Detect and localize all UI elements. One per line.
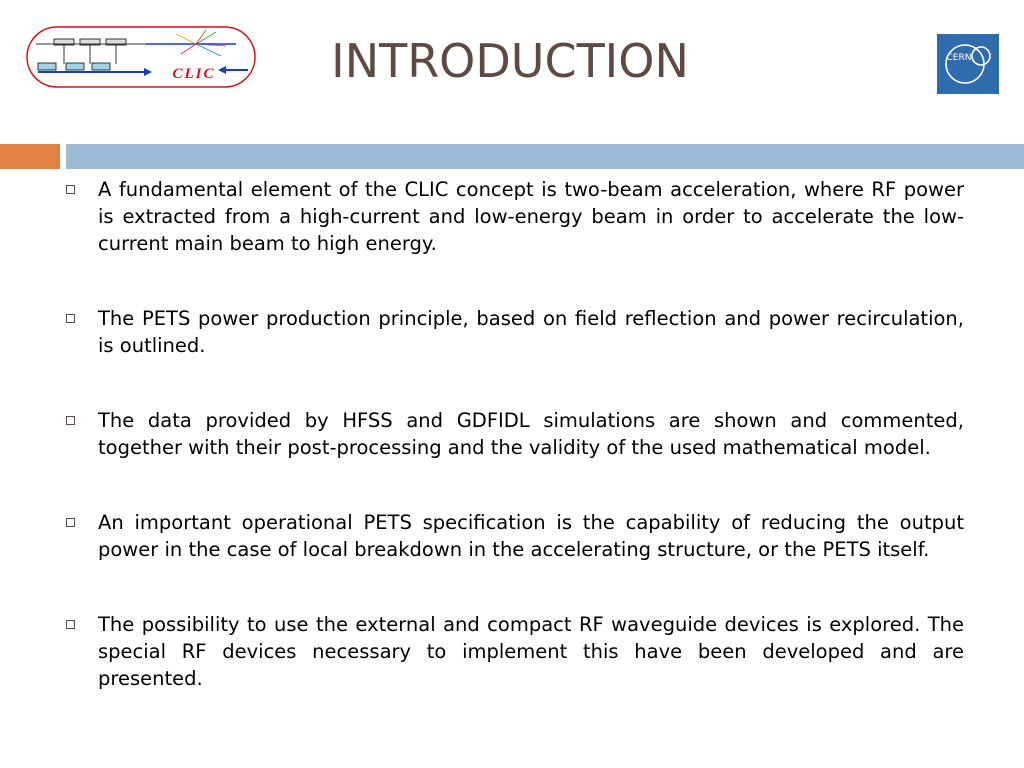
square-bullet-icon xyxy=(66,314,75,323)
bullet-text: An important operational PETS specification is the capability of reducing the output power in the case of local breakdown in the accelerating structure, or the PETS itself. xyxy=(98,511,964,561)
accent-bar-orange xyxy=(0,144,60,169)
square-bullet-icon xyxy=(66,185,75,194)
square-bullet-icon xyxy=(66,518,75,527)
bullet-list xyxy=(58,176,964,692)
cern-logo xyxy=(937,34,999,94)
bullet-item xyxy=(58,611,964,692)
bullet-text: The possibility to use the external and compact RF waveguide devices is explored. The special RF devices necessary to implement this have been developed and are presented. xyxy=(98,613,964,690)
bullet-item xyxy=(58,176,964,257)
bullet-text: The PETS power production principle, based on field reflection and power recirculation, is outlined. xyxy=(98,307,964,357)
page-title: INTRODUCTION xyxy=(331,34,689,88)
square-bullet-icon xyxy=(66,416,75,425)
bullet-item xyxy=(58,509,964,563)
clic-logo xyxy=(26,26,256,88)
bullet-text: A fundamental element of the CLIC concept is two-beam acceleration, where RF power is extracted from a high-current and low-energy beam in order to accelerate the low-current main beam to high energy. xyxy=(98,178,964,255)
accent-bar-blue xyxy=(66,144,1024,169)
clic-logo-text: CLIC xyxy=(172,66,216,82)
bullet-text: The data provided by HFSS and GDFIDL simulations are shown and commented, together with their post-processing and the validity of the used mathematical model. xyxy=(98,409,964,459)
bullet-item xyxy=(58,305,964,359)
square-bullet-icon xyxy=(66,620,75,629)
bullet-item xyxy=(58,407,964,461)
cern-logo-text: CERN xyxy=(946,53,972,63)
